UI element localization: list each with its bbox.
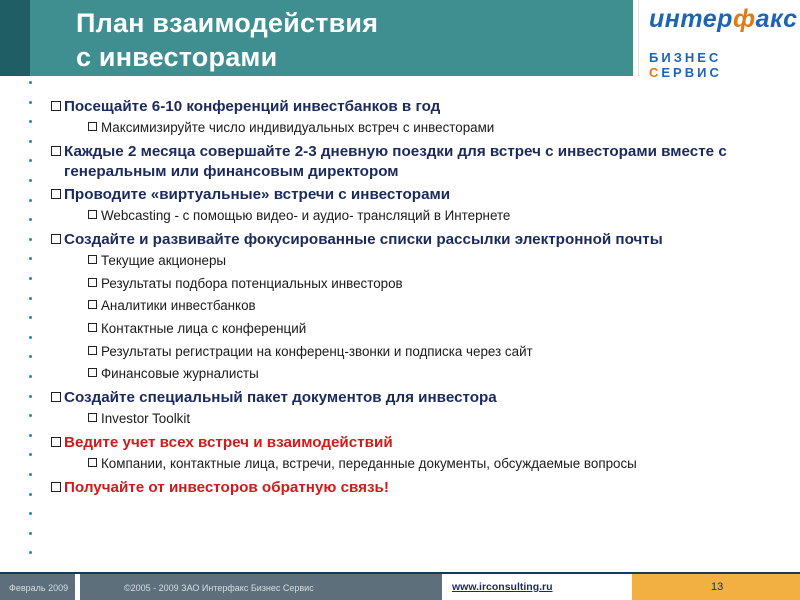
sub-bullet-item: [48, 252, 793, 271]
sub-bullet-text: Финансовые журналисты: [101, 366, 259, 382]
square-bullet-icon: [51, 146, 61, 156]
sub-bullet-item: [48, 119, 793, 138]
square-bullet-icon: [51, 482, 61, 492]
square-bullet-icon: [51, 437, 61, 447]
dot-bullet-icon: [29, 238, 32, 241]
dot-bullet-icon: [29, 375, 32, 378]
dot-bullet-icon: [29, 355, 32, 358]
header-left-strip: [0, 0, 30, 76]
square-bullet-icon: [88, 122, 97, 131]
dot-bullet-icon: [29, 159, 32, 162]
dot-bullet-icon: [29, 101, 32, 104]
dot-bullet-icon: [29, 140, 32, 143]
dot-bullet-icon: [29, 512, 32, 515]
footer-rule: [0, 572, 800, 574]
dot-bullet-icon: [29, 81, 32, 84]
logo-subtitle-post: ЕРВИС: [661, 65, 722, 80]
bullet-text: Создайте специальный пакет документов для инвестора: [64, 388, 497, 406]
sub-bullet-text: Результаты регистрации на конференц-звонки и подписка через сайт: [101, 343, 533, 359]
square-bullet-icon: [51, 189, 61, 199]
dot-bullet-icon: [29, 414, 32, 417]
square-bullet-icon: [88, 210, 97, 219]
square-bullet-icon: [88, 413, 97, 422]
dot-bullet-icon: [29, 277, 32, 280]
bullet-item: [48, 142, 793, 183]
bullet-text: Проводите «виртуальные» встречи с инвесторами: [64, 185, 451, 203]
dot-bullet-icon: [29, 120, 32, 123]
sub-bullet-item: [48, 207, 793, 226]
logo-subtitle-mark: С: [649, 65, 662, 80]
bullet-item: [48, 230, 793, 250]
bullet-item: [48, 478, 793, 498]
bullet-item: [48, 97, 793, 117]
bullet-text: Ведите учет всех встреч и взаимодействий: [64, 433, 393, 451]
slide-title-line2: с инвесторами: [76, 42, 278, 72]
square-bullet-icon: [88, 278, 97, 287]
logo-wordmark: [649, 5, 798, 34]
dot-bullet-icon: [29, 493, 32, 496]
interfax-logo: [638, 0, 800, 80]
square-bullet-icon: [88, 346, 97, 355]
bullet-text: Каждые 2 месяца совершайте 2-3 дневную поездки для встреч с инвесторами вместе с генеральным или финансовым директором: [64, 143, 727, 181]
dot-bullet-icon: [29, 316, 32, 319]
page-number: 13: [711, 581, 724, 593]
logo-wordmark-pre: интер: [649, 5, 733, 33]
dot-bullet-icon: [29, 297, 32, 300]
sub-bullet-text: Компании, контактные лица, встречи, переданные документы, обсуждаемые вопросы: [101, 456, 637, 472]
dot-bullet-icon: [29, 551, 32, 554]
sub-bullet-item: [48, 320, 793, 339]
sub-bullet-item: [48, 297, 793, 316]
sub-bullet-text: Результаты подбора потенциальных инвесторов: [101, 275, 403, 291]
square-bullet-icon: [88, 323, 97, 332]
square-bullet-icon: [88, 255, 97, 264]
sub-bullet-item: [48, 275, 793, 294]
sub-bullet-text: Максимизируйте число индивидуальных встреч с инвесторами: [101, 120, 495, 136]
slide-title-line1: План взаимодействия: [76, 8, 379, 38]
logo-subtitle: [649, 50, 800, 80]
sub-bullet-text: Investor Toolkit: [101, 411, 191, 427]
dot-bullet-icon: [29, 257, 32, 260]
bullet-text: Посещайте 6-10 конференций инвестбанков в год: [64, 98, 441, 115]
slide-bullet-list: [48, 97, 793, 500]
sub-bullet-item: [48, 410, 793, 429]
dot-bullet-icon: [29, 179, 32, 182]
square-bullet-icon: [88, 458, 97, 467]
footer-copyright: ©2005 - 2009 ЗАО Интерфакс Бизнес Сервис: [124, 583, 314, 593]
sub-bullet-item: [48, 365, 793, 384]
dot-bullet-icon: [29, 199, 32, 202]
slide-title: [76, 6, 378, 74]
slide-footer: [0, 572, 800, 600]
dot-bullet-icon: [29, 453, 32, 456]
sub-bullet-text: Аналитики инвестбанков: [101, 298, 256, 314]
square-bullet-icon: [51, 392, 61, 402]
dot-bullet-icon: [29, 473, 32, 476]
dot-bullet-icon: [29, 434, 32, 437]
square-bullet-icon: [51, 101, 61, 111]
dot-bullet-icon: [29, 395, 32, 398]
dot-bullet-icon: [29, 532, 32, 535]
square-bullet-icon: [88, 368, 97, 377]
bullet-item: [48, 433, 793, 453]
bullet-text: Создайте и развивайте фокусированные списки рассылки электронной почты: [64, 230, 663, 248]
logo-subtitle-pre: БИЗНЕС: [649, 50, 722, 65]
logo-wordmark-post: акс: [755, 5, 798, 33]
footer-date: Февраль 2009: [9, 583, 69, 593]
sub-bullet-item: [48, 455, 793, 474]
sub-bullet-text: Webcasting - с помощью видео- и аудио- трансляций в Интернете: [101, 208, 511, 224]
bullet-item: [48, 388, 793, 408]
square-bullet-icon: [51, 234, 61, 244]
dot-bullet-icon: [29, 336, 32, 339]
sub-bullet-text: Контактные лица с конференций: [101, 321, 307, 336]
logo-wordmark-mark: ф: [732, 5, 756, 33]
bullet-item: [48, 185, 793, 205]
slide-header: [0, 0, 800, 80]
sub-bullet-item: [48, 343, 793, 362]
dot-bullet-icon: [29, 218, 32, 221]
footer-url-link[interactable]: www.irconsulting.ru: [452, 581, 553, 593]
square-bullet-icon: [88, 300, 97, 309]
sub-bullet-text: Текущие акционеры: [101, 253, 227, 269]
bullet-text: Получайте от инвесторов обратную связь!: [64, 478, 389, 496]
